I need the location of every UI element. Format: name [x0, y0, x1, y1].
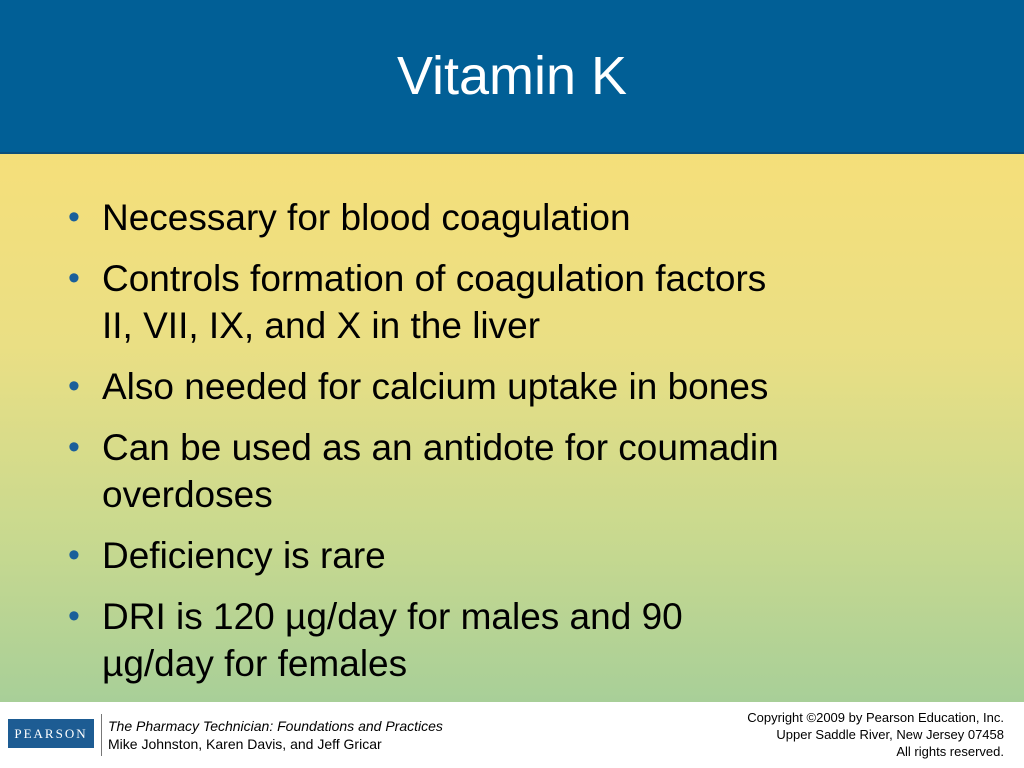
- bullet-text-line2: overdoses: [102, 474, 273, 515]
- bullet-icon: •: [68, 428, 80, 466]
- footer: [0, 702, 1024, 768]
- bullet-icon: •: [68, 198, 80, 236]
- bullet-item: [68, 363, 968, 410]
- bullet-icon: •: [68, 536, 80, 574]
- copyright-line2: Upper Saddle River, New Jersey 07458: [776, 727, 1004, 742]
- bullet-icon: •: [68, 259, 80, 297]
- copyright-line3: All rights reserved.: [896, 744, 1004, 759]
- bullet-text-line1: Necessary for blood coagulation: [102, 197, 631, 238]
- bullet-item: [68, 593, 968, 687]
- bullet-text-line1: Controls formation of coagulation factors: [102, 258, 767, 299]
- footer-divider: [101, 714, 102, 756]
- bullet-text-line1: Can be used as an antidote for coumadin: [102, 427, 779, 468]
- copyright-line1: Copyright ©2009 by Pearson Education, Inc.: [747, 710, 1004, 725]
- title-bar: [0, 0, 1024, 154]
- bullet-item: [68, 532, 968, 579]
- bullet-item: [68, 255, 968, 349]
- bullet-text-line1: DRI is 120 µg/day for males and 90: [102, 596, 683, 637]
- pearson-logo: PEARSON: [8, 719, 94, 748]
- bullet-text-line2: II, VII, IX, and X in the liver: [102, 305, 541, 346]
- bullet-text-line1: Deficiency is rare: [102, 535, 386, 576]
- content-area: [0, 154, 1024, 702]
- bullet-text-line2: µg/day for females: [102, 643, 408, 684]
- slide-title: Vitamin K: [396, 46, 628, 106]
- bullet-item: [68, 194, 968, 241]
- bullet-list: [68, 194, 968, 701]
- book-title: The Pharmacy Technician: Foundations and Practices: [108, 718, 443, 734]
- book-authors: Mike Johnston, Karen Davis, and Jeff Gricar: [108, 736, 382, 752]
- bullet-icon: •: [68, 597, 80, 635]
- bullet-text-line1: Also needed for calcium uptake in bones: [102, 366, 769, 407]
- bullet-item: [68, 424, 968, 518]
- bullet-icon: •: [68, 367, 80, 405]
